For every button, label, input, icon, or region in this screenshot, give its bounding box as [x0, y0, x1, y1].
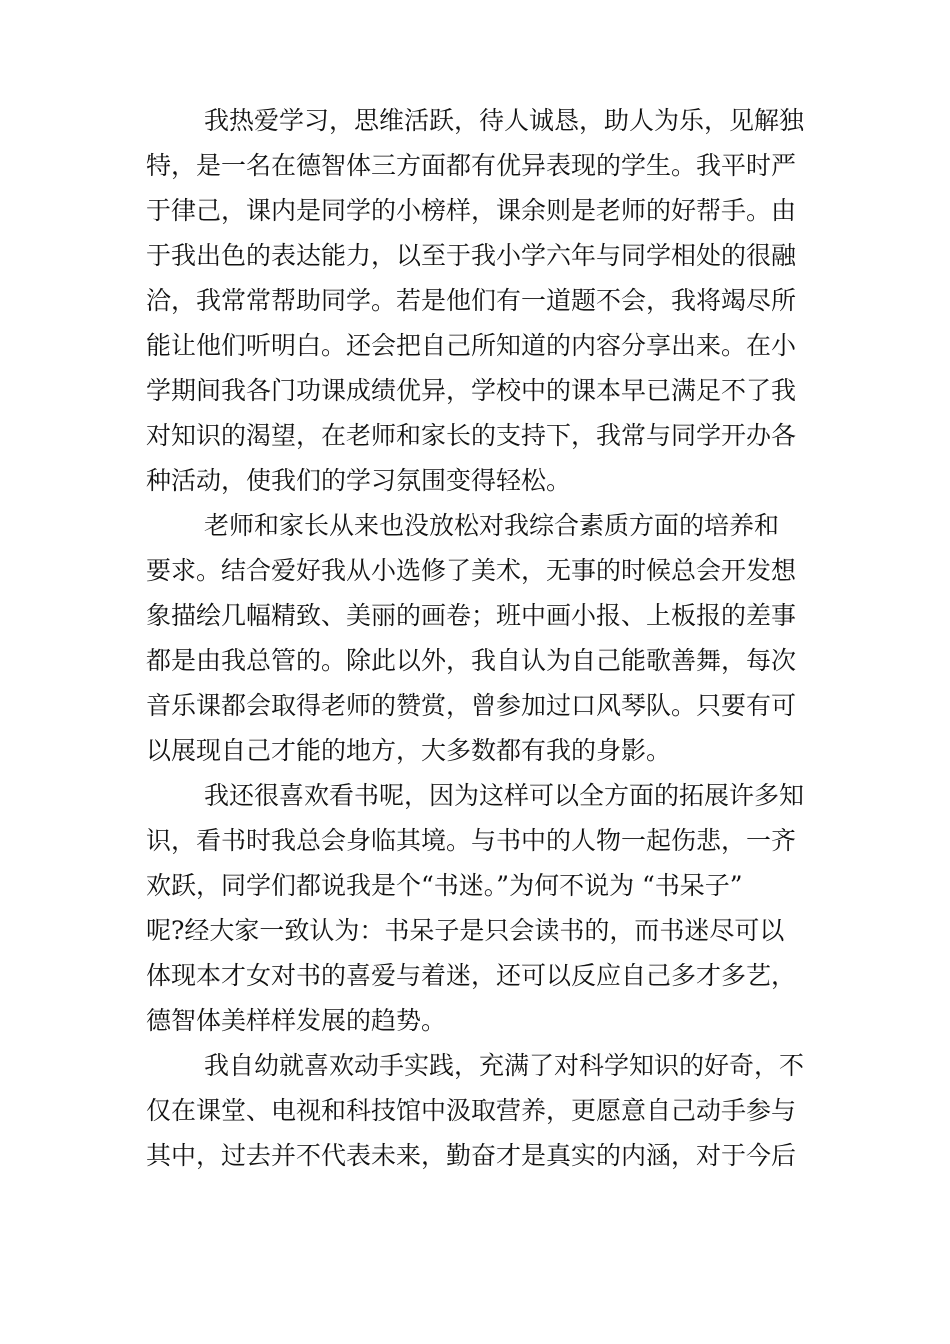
paragraph-2-line-1: 老师和家长从来也没放松对我综合素质方面的培养和: [204, 511, 780, 540]
paragraph-2-line-3: 象描绘几幅精致、美丽的画卷；班中画小报、上板报的差事: [146, 601, 797, 630]
paragraph-2-line-2: 要求。结合爱好我从小选修了美术，无事的时候总会开发想: [146, 556, 797, 585]
paragraph-1-line-9: 种活动，使我们的学习氛围变得轻松。: [146, 466, 572, 495]
paragraph-2-line-6: 以展现自己才能的地方，大多数都有我的身影。: [146, 736, 672, 765]
paragraph-3-line-6: 德智体美样样发展的趋势。: [146, 1006, 447, 1035]
document-body: [146, 98, 811, 1178]
paragraph-1-line-1: 我热爱学习，思维活跃，待人诚恳，助人为乐，见解独: [204, 106, 805, 135]
paragraph-1-line-7: 学期间我各门功课成绩优异，学校中的课本早已满足不了我: [146, 376, 797, 405]
paragraph-3-line-4: 呢?经大家一致认为：书呆子是只会读书的，而书迷尽可以: [146, 916, 785, 945]
paragraph-3-line-2: 识，看书时我总会身临其境。与书中的人物一起伤悲，一齐: [146, 826, 797, 855]
paragraph-1-line-6: 能让他们听明白。还会把自己所知道的内容分享出来。在小: [146, 331, 797, 360]
paragraph-4-line-2: 仅在课堂、电视和科技馆中汲取营养，更愿意自己动手参与: [146, 1096, 797, 1125]
paragraph-1-line-5: 洽，我常常帮助同学。若是他们有一道题不会，我将竭尽所: [146, 286, 797, 315]
paragraph-1-line-4: 于我出色的表达能力，以至于我小学六年与同学相处的很融: [146, 241, 797, 270]
paragraph-3-line-3: 欢跃，同学们都说我是个“书迷。”为何不说为 “书呆子”: [146, 871, 743, 900]
paragraph-1-line-3: 于律己，课内是同学的小榜样，课余则是老师的好帮手。由: [146, 196, 797, 225]
paragraph-2-line-4: 都是由我总管的。除此以外，我自认为自己能歌善舞，每次: [146, 646, 797, 675]
paragraph-4-line-3: 其中，过去并不代表未来，勤奋才是真实的内涵，对于今后: [146, 1141, 797, 1170]
paragraph-1-line-8: 对知识的渴望，在老师和家长的支持下，我常与同学开办各: [146, 421, 797, 450]
paragraph-4-line-1: 我自幼就喜欢动手实践，充满了对科学知识的好奇，不: [204, 1051, 805, 1080]
paragraph-2-line-5: 音乐课都会取得老师的赞赏，曾参加过口风琴队。只要有可: [146, 691, 797, 720]
paragraph-3-line-1: 我还很喜欢看书呢，因为这样可以全方面的拓展许多知: [204, 781, 805, 810]
paragraph-3-line-5: 体现本才女对书的喜爱与着迷，还可以反应自己多才多艺，: [146, 961, 797, 990]
paragraph-1-line-2: 特，是一名在德智体三方面都有优异表现的学生。我平时严: [146, 151, 797, 180]
